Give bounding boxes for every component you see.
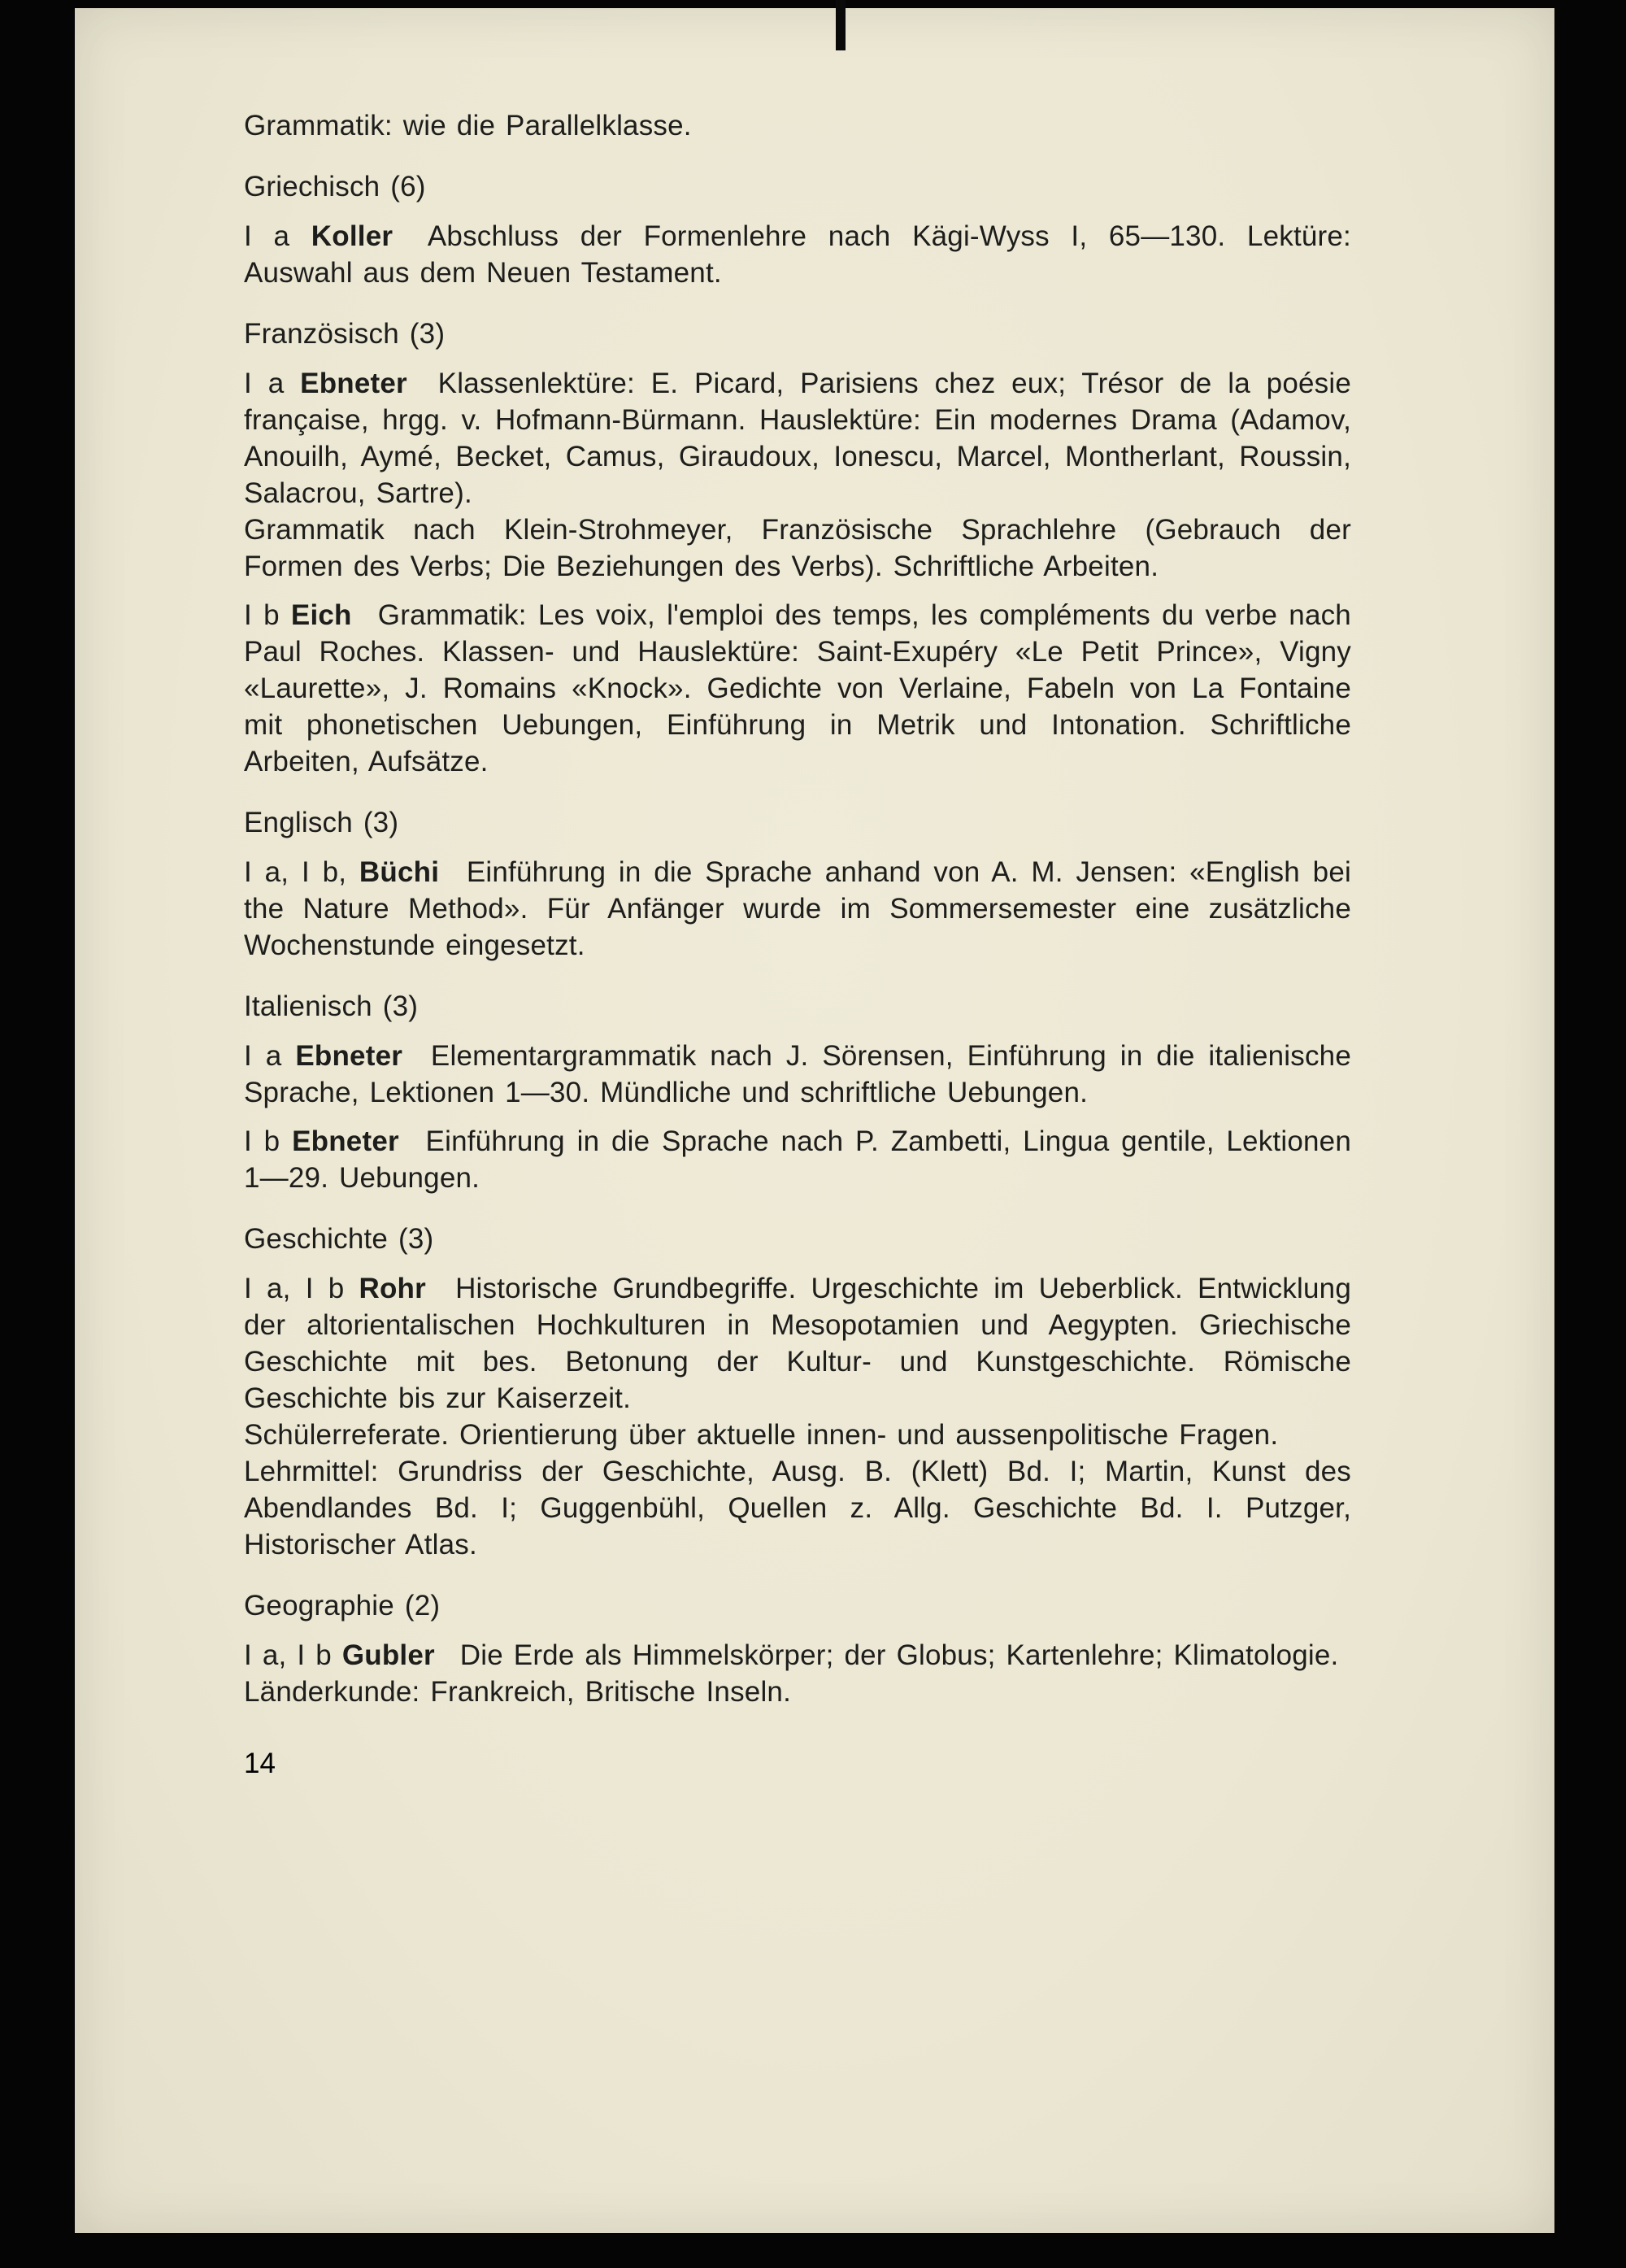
text-run: Historische Grundbegriffe. Urgeschichte im Ueberblick. Entwicklung der altorientalischen Hochkulturen in Mesopotamien und Aegypten. Griechische Geschichte mit bes. Betonung der Kultur- und Kunstgeschichte. Römische Geschichte bis zur Kaiserzeit. <box>244 1273 1351 1414</box>
text-run: Italienisch (3) <box>244 990 419 1022</box>
text-run: Grammatik: wie die Parallelklasse. <box>244 110 692 141</box>
text-run: Griechisch (6) <box>244 171 426 202</box>
text-run: Einführung in die Sprache anhand von A. M. Jensen: «English bei the Nature Method». Für Anfänger wurde im Sommersemester eine zusätzliche Wochenstunde eingesetzt. <box>244 856 1351 961</box>
teacher-name: Koller <box>311 220 393 252</box>
section-heading <box>244 804 1351 841</box>
text-run: Grammatik nach Klein-Strohmeyer, Französische Sprachlehre (Gebrauch der Formen des Verbs; Die Beziehungen des Verbs). Schriftliche Arbeiten. <box>244 514 1351 582</box>
text-run: Länderkunde: Frankreich, Britische Inseln. <box>244 1676 792 1708</box>
text-run: I b <box>244 599 291 631</box>
text-run: I b <box>244 1125 293 1157</box>
paragraph <box>244 1637 1351 1710</box>
text-run: I a <box>244 220 311 252</box>
paragraph <box>244 597 1351 780</box>
text-run: Abschluss der Formenlehre nach Kägi-Wyss I, 65—130. Lektüre: Auswahl aus dem Neuen Testament. <box>244 220 1351 289</box>
section-heading <box>244 316 1351 352</box>
teacher-name: Ebneter <box>295 1040 403 1072</box>
paragraph <box>244 107 1351 144</box>
paragraph <box>244 1038 1351 1111</box>
text-run: Grammatik: Les voix, l'emploi des temps, les compléments du verbe nach Paul Roches. Klassen- und Hauslektüre: Saint-Exupéry «Le Petit Prince», Vigny «Laurette», J. Romains «Knock». Gedichte von Verlaine, Fabeln von La Fontaine mit phonetischen Uebungen, Einführung in Metrik und Intonation. Schriftliche Arbeiten, Aufsätze. <box>244 599 1351 777</box>
document-page <box>75 8 1554 2233</box>
teacher-name: Ebneter <box>292 1125 399 1157</box>
page-content <box>244 107 1351 1710</box>
section-heading <box>244 988 1351 1025</box>
paragraph <box>244 854 1351 964</box>
teacher-name: Büchi <box>359 856 440 888</box>
teacher-name: Ebneter <box>300 368 407 399</box>
text-run: Schülerreferate. Orientierung über aktuelle innen- und aussenpolitische Fragen. <box>244 1419 1279 1451</box>
teacher-name: Eich <box>290 599 352 631</box>
section-heading <box>244 1221 1351 1257</box>
paragraph <box>244 1123 1351 1196</box>
text-run: Französisch (3) <box>244 318 446 350</box>
paragraph <box>244 1270 1351 1563</box>
text-run: Lehrmittel: Grundriss der Geschichte, Ausg. B. (Klett) Bd. I; Martin, Kunst des Abendlandes Bd. I; Guggenbühl, Quellen z. Allg. Geschichte Bd. I. Putzger, Historischer Atlas. <box>244 1456 1351 1561</box>
section-heading <box>244 1587 1351 1624</box>
text-run: I a <box>244 368 301 399</box>
teacher-name: Gubler <box>341 1639 435 1671</box>
text-run: Geographie (2) <box>244 1590 441 1622</box>
teacher-name: Rohr <box>359 1273 426 1304</box>
text-run: Elementargrammatik nach J. Sörensen, Einführung in die italienische Sprache, Lektionen 1—30. Mündliche und schriftliche Uebungen. <box>244 1040 1351 1108</box>
paragraph <box>244 218 1351 291</box>
page-number: 14 <box>244 1748 276 1779</box>
text-run: Klassenlektüre: E. Picard, Parisiens chez eux; Trésor de la poésie française, hrgg. v. Hofmann-Bürmann. Hauslektüre: Ein modernes Drama (Adamov, Anouilh, Aymé, Becket, Camus, Giraudoux, Ionescu, Marcel, Montherlant, Roussin, Salacrou, Sartre). <box>244 368 1351 509</box>
section-heading <box>244 168 1351 205</box>
scan-artifact <box>836 0 846 50</box>
text-run: Einführung in die Sprache nach P. Zambetti, Lingua gentile, Lektionen 1—29. Uebungen. <box>244 1125 1351 1194</box>
text-run: Die Erde als Himmelskörper; der Globus; Kartenlehre; Klimatologie. <box>449 1639 1339 1671</box>
text-run: I a <box>244 1040 296 1072</box>
text-run: I a, I b <box>244 1639 342 1671</box>
paragraph <box>244 365 1351 585</box>
text-run: I a, I b, <box>244 856 359 888</box>
text-run: Geschichte (3) <box>244 1223 434 1255</box>
text-run: I a, I b <box>244 1273 359 1304</box>
text-run: Englisch (3) <box>244 807 399 838</box>
